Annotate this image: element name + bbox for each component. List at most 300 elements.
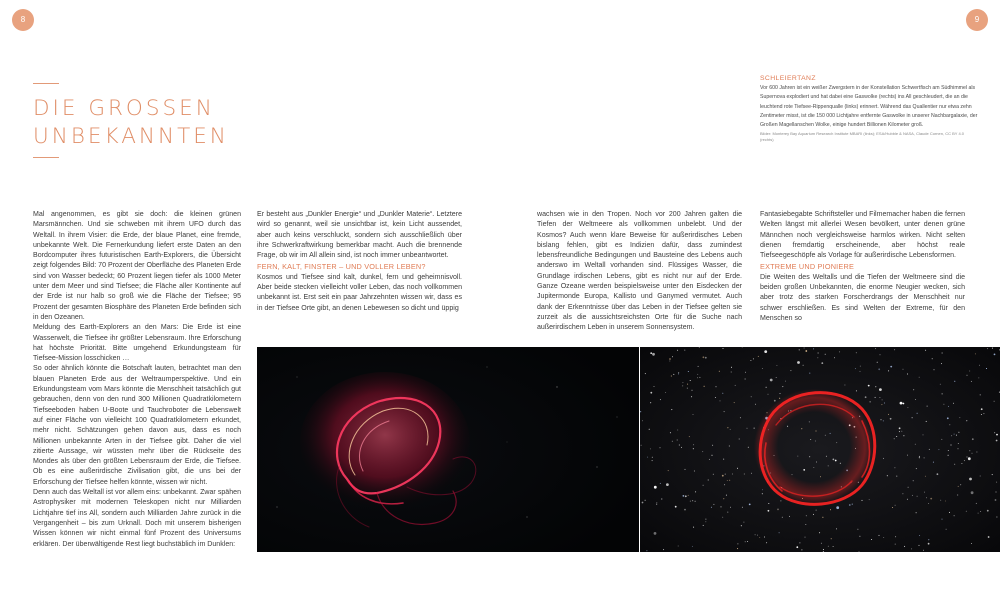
star — [732, 474, 733, 475]
star — [766, 542, 767, 543]
section-heading: FERN, KALT, FINSTER – UND VOLLER LEBEN? — [257, 262, 426, 272]
star — [900, 402, 903, 405]
star — [688, 371, 689, 372]
star — [828, 546, 829, 547]
star — [654, 386, 655, 387]
section-heading: EXTREME UND PIONIERE — [760, 262, 855, 272]
star — [907, 407, 908, 408]
star — [650, 392, 652, 394]
star — [660, 399, 661, 400]
star — [823, 549, 824, 550]
star — [888, 414, 889, 415]
star — [684, 350, 685, 351]
star — [919, 377, 920, 378]
star — [896, 476, 897, 477]
star — [862, 500, 863, 501]
star — [972, 438, 974, 440]
star — [731, 372, 732, 373]
star — [945, 501, 946, 502]
page-number-right: 9 — [966, 9, 988, 31]
star — [663, 549, 664, 550]
star — [992, 348, 993, 349]
star — [836, 528, 837, 529]
star — [940, 500, 941, 501]
star — [669, 361, 670, 362]
star — [650, 352, 652, 354]
star — [720, 400, 721, 401]
star — [879, 388, 882, 391]
star — [894, 438, 895, 439]
star — [682, 385, 683, 386]
star — [980, 394, 981, 395]
star — [713, 474, 714, 475]
star — [969, 450, 970, 451]
star — [722, 475, 724, 477]
star — [805, 524, 806, 525]
star — [647, 457, 648, 458]
star — [816, 510, 817, 511]
body-paragraph: Kosmos und Tiefsee sind kalt, dunkel, fern und geheimnisvoll. Aber beide stecken vielleicht voller Leben, das noch vollkommen unbekannt ist. Erst seit ein paar Jahrzehnten wissen wir, dass es in der Tiefsee Orte gibt, an denen Lebewesen so dicht und üppig — [257, 273, 462, 312]
body-paragraph: Er besteht aus „Dunkler Energie“ und „Dunkler Materie“. Letztere wird so genannt, weil sie unsichtbar ist, kein Licht aussendet, aber auch keins verschluckt, sondern sich ausschließlich über ihre Schwerkraftwirkung bemerkbar macht. Auch die brennende Frage, ob wir im All allein sind, ist noch immer unbeantwortet. — [257, 211, 462, 260]
star — [727, 480, 728, 481]
star — [907, 374, 908, 375]
star — [888, 370, 889, 371]
star — [927, 406, 928, 407]
star — [968, 457, 971, 460]
star — [748, 447, 749, 448]
star — [879, 397, 880, 398]
star — [926, 497, 927, 498]
star — [779, 532, 780, 533]
star — [880, 354, 881, 355]
star — [971, 543, 972, 544]
star — [894, 467, 895, 468]
star — [860, 366, 861, 367]
body-paragraph: Fantasiebegabte Schriftsteller und Filmemacher haben die fernen Welten längst mit allerlei Wesen bevölkert, unter denen grüne Männchen noch vergleichsweise harmlos wirken. Nicht selten dienen fremdartig erscheinende, aber höchst reale Tiefseegeschöpfe als Vorlage für außerirdische Lebensformen. — [760, 211, 965, 260]
star — [768, 503, 769, 504]
star — [804, 348, 805, 349]
star — [652, 457, 653, 458]
star — [986, 368, 987, 369]
star — [692, 390, 693, 391]
star — [754, 428, 755, 429]
star — [744, 474, 745, 475]
star — [911, 548, 912, 549]
star — [819, 532, 820, 533]
star — [693, 527, 694, 528]
star — [839, 351, 840, 352]
star — [949, 424, 950, 425]
star — [703, 525, 704, 526]
star — [942, 393, 943, 394]
star — [899, 431, 900, 432]
star — [750, 360, 751, 361]
star — [703, 485, 704, 486]
star — [734, 402, 735, 403]
star — [834, 357, 835, 358]
star — [693, 448, 694, 449]
star — [923, 434, 924, 435]
star — [813, 348, 814, 349]
star — [978, 513, 979, 514]
star — [747, 428, 748, 429]
star — [976, 503, 977, 504]
star — [645, 500, 646, 501]
star — [933, 462, 934, 463]
star — [972, 453, 973, 454]
star — [678, 373, 679, 374]
star — [958, 432, 959, 433]
star — [860, 371, 861, 372]
star — [919, 545, 920, 546]
star — [954, 464, 955, 465]
star — [869, 499, 870, 500]
star — [654, 486, 657, 489]
star — [722, 393, 723, 394]
star — [678, 372, 679, 373]
star — [665, 392, 666, 393]
body-paragraph: Mal angenommen, es gibt sie doch: die kleinen grünen Marsmännchen. Und sie schweben mit ihrem UFO durch das Weltall. In ihrem Visier: die Erde, der blaue Planet, eine fremde, unbekannte Welt. Die Fernerkundung liefert erste Daten an den Bordcomputer ihres futuristischen Earth-Explorers, die Übersicht zeigt folgendes Bild: 70 Prozent der Oberfläche des Planeten Erde sind von Wasser bedeckt; 60 Prozent liegen tiefer als 1000 Meter unter dem Meer und sind Tiefsee; die Fläche aller Kontinente auf der Erde ist nur halb so groß wie die Fläche der Tiefsee; 95 Prozent der gesamten Biosphäre des Planeten Erde befinden sich in den Ozeanen. — [33, 211, 241, 321]
star — [941, 363, 942, 364]
star — [640, 411, 641, 412]
star — [799, 542, 800, 543]
star — [992, 474, 993, 475]
star — [957, 495, 958, 496]
star — [697, 377, 698, 378]
star — [948, 406, 949, 407]
star — [682, 382, 683, 383]
star — [883, 420, 884, 421]
star — [879, 535, 880, 536]
star — [740, 417, 741, 418]
star — [723, 498, 724, 499]
star — [675, 506, 677, 508]
star — [764, 537, 765, 538]
star — [979, 365, 980, 366]
star — [721, 506, 722, 507]
star — [751, 473, 752, 474]
text-column-3 — [537, 210, 742, 334]
star — [797, 361, 800, 364]
star — [942, 353, 943, 354]
star — [969, 478, 972, 481]
star — [825, 354, 826, 355]
star — [805, 537, 806, 538]
star — [919, 456, 920, 457]
star — [954, 381, 955, 382]
star — [964, 460, 965, 461]
star — [996, 482, 997, 483]
star — [967, 375, 968, 376]
star — [951, 445, 952, 446]
star — [724, 411, 725, 412]
star — [856, 352, 857, 353]
star — [668, 470, 669, 471]
star — [723, 459, 724, 460]
star — [796, 546, 798, 548]
star — [928, 539, 929, 540]
star — [925, 476, 926, 477]
star — [762, 368, 763, 369]
star — [852, 504, 853, 505]
star — [983, 413, 984, 414]
star — [649, 429, 650, 430]
star — [762, 493, 763, 494]
star — [895, 505, 896, 506]
title-rule-bottom — [33, 157, 59, 158]
star — [743, 522, 744, 523]
star — [996, 492, 997, 493]
star — [650, 402, 651, 403]
body-paragraph: wachsen wie in den Tropen. Noch vor 200 Jahren galten die Tiefen der Weltmeere als vollkommen unbelebt. Und der Kosmos? Auch wenn klare Beweise für außerirdisches Leben bislang fehlen, gibt es Indizien dafür, dass zumindest lebensfreundliche Bedingungen und Bausteine des Lebens auch anderswo im Weltall vorhanden sind. Flüssiges Wasser, die Grundlage irdischen Lebens, gibt es nicht nur auf der Erde. Ganze Ozeane werden beispielsweise unter den Eisdecken der Jupitermonde Europa, Kallisto und Ganymed vermutet. Auch dank der Erkenntnisse über das Leben in der Tiefsee gelten sie zurzeit als die aussichtsreichsten Orte für die Suche nach außerirdischem Leben in unserem Sonnensystem. — [537, 211, 742, 332]
star — [709, 459, 710, 460]
star — [881, 404, 882, 405]
star — [942, 519, 943, 520]
star — [844, 385, 845, 386]
star — [779, 398, 780, 399]
star — [980, 476, 981, 477]
star — [958, 448, 959, 449]
star — [870, 401, 871, 402]
star — [882, 399, 883, 400]
star — [883, 537, 884, 538]
star — [994, 432, 995, 433]
star — [677, 350, 678, 351]
star — [705, 519, 706, 520]
star — [971, 491, 974, 494]
body-paragraph: So oder ähnlich könnte die Botschaft lauten, betrachtet man den blauen Planeten Erde aus der Weltraumperspektive. Und ein Erkundungsteam vom Mars könnte die Menschheit tatsächlich gut gebrauchen, denn von den rund 300 Millionen Quadratkilometern Tiefseeboden haben U-Boote und Tauchroboter die Lebenswelt auf einer Fläche von vielleicht 100 Quadratkilometern erkundet, mehr nicht. Schätzungen gehen davon aus, dass es noch Millionen unbekannte Arten in der Tiefsee gibt. Daher die viel zitierte Aussage, wir wüssten mehr über die Rückseite des Mondes als über den größten Lebensraum der Erde, die Tiefsee. Ob es eine außerirdische Zivilisation gibt, die uns bei der Erforschung der Tiefsee helfen könnte, wissen wir nicht. — [33, 365, 241, 486]
star — [996, 434, 998, 436]
star — [691, 396, 692, 397]
body-paragraph: Denn auch das Weltall ist vor allem eins: unbekannt. Zwar spähen Astrophysiker mit modernen Teleskopen nicht nur Milliarden Lichtjahre tief ins All, sondern auch Milliarden Jahre zurück in die Vergangenheit – bis zum Urknall. Doch mit unserem bisherigen Wissen können wir nicht einmal fünf Prozent des Universums erklären. Der überwältigende Rest liegt buchstäblich im Dunklen: — [33, 489, 241, 548]
star — [679, 445, 680, 446]
star — [695, 491, 696, 492]
star — [737, 548, 738, 549]
star — [994, 401, 995, 402]
star — [705, 357, 707, 359]
star — [806, 515, 807, 516]
star — [890, 366, 892, 368]
star — [782, 386, 783, 387]
star — [961, 463, 962, 464]
star — [958, 443, 959, 444]
star — [859, 536, 860, 537]
star — [988, 536, 990, 538]
star — [729, 446, 730, 447]
star — [753, 358, 754, 359]
star — [755, 404, 756, 405]
star — [677, 440, 678, 441]
star — [821, 362, 823, 364]
star — [877, 362, 878, 363]
star — [913, 389, 914, 390]
star — [745, 372, 746, 373]
star — [809, 373, 810, 374]
star — [855, 368, 856, 369]
star — [849, 504, 851, 506]
star — [976, 452, 977, 453]
star — [759, 537, 760, 538]
caption-text: Vor 600 Jahren ist ein weißer Zwergstern in der Konstellation Schwertfisch am Südhimmel als Supernova explodiert und hat dabei eine Gaswolke (rechts) ins All geschleudert, die an die leuchtend rote Tiefsee-Rippenqualle (links) erinnert. Während das Quallentier nur etwa zehn Zentimeter misst, ist die 150 000 Lichtjahre entfernte Gaswolke in unserer Nachbargalaxie, der Großen Magellanschen Wolke, einige hundert Billionen Kilometer groß. — [760, 85, 978, 129]
star — [681, 447, 682, 448]
star — [703, 356, 705, 358]
star — [995, 499, 997, 501]
star — [650, 448, 651, 449]
text-column-4 — [760, 210, 965, 324]
star — [670, 432, 671, 433]
caption-title: SCHLEIERTANZ — [760, 75, 816, 82]
star — [946, 529, 947, 530]
star — [745, 379, 746, 380]
star — [790, 370, 791, 371]
star — [774, 400, 776, 402]
star — [646, 550, 647, 551]
image-caption — [760, 74, 978, 143]
star — [925, 350, 926, 351]
star — [951, 435, 952, 436]
star — [778, 509, 779, 510]
star — [735, 385, 736, 386]
star — [770, 379, 773, 382]
star — [697, 374, 698, 375]
star — [938, 449, 939, 450]
star — [685, 495, 687, 497]
star — [801, 549, 802, 550]
star — [782, 517, 783, 518]
star — [692, 500, 693, 501]
star — [917, 413, 918, 414]
star — [928, 543, 930, 545]
star — [817, 357, 818, 358]
star — [645, 373, 646, 374]
star — [712, 445, 713, 446]
star — [805, 350, 807, 352]
star — [724, 484, 725, 485]
star — [895, 544, 896, 545]
star — [892, 507, 893, 508]
star — [642, 420, 643, 421]
star — [969, 371, 970, 372]
star — [915, 399, 916, 400]
star — [719, 371, 720, 372]
page-title: DIE GROSSEN UNBEKANNTEN — [33, 96, 229, 149]
star — [868, 385, 870, 387]
star — [671, 376, 672, 377]
star — [856, 390, 857, 391]
star — [711, 507, 712, 508]
star — [758, 356, 759, 357]
star — [943, 404, 944, 405]
star — [730, 507, 731, 508]
star — [694, 471, 695, 472]
caption-credit: Bilder: Monterey Bay Aquarium Research Institute MBARI (links); ESA/Hubble & NASA, Claude Cornen, CC BY 4.0 (rechts) — [760, 131, 965, 143]
star — [757, 535, 758, 536]
star — [685, 469, 686, 470]
star — [884, 403, 885, 404]
star — [903, 403, 905, 405]
star — [947, 417, 949, 419]
star — [688, 495, 689, 496]
star — [913, 480, 914, 481]
star — [941, 439, 942, 440]
star — [859, 551, 860, 552]
star — [725, 474, 726, 475]
star — [730, 429, 731, 430]
star — [745, 541, 746, 542]
star — [903, 369, 904, 370]
star — [953, 403, 954, 404]
star — [818, 353, 819, 354]
star — [919, 457, 920, 458]
star — [923, 550, 924, 551]
star — [739, 439, 740, 440]
star — [727, 427, 728, 428]
star — [789, 516, 790, 517]
star — [776, 377, 777, 378]
star — [875, 386, 876, 387]
star — [948, 450, 949, 451]
star — [749, 504, 751, 506]
star — [780, 500, 781, 501]
star — [727, 512, 728, 513]
star — [907, 499, 908, 500]
star — [704, 386, 705, 387]
star — [690, 380, 691, 381]
star — [994, 354, 996, 356]
star — [959, 417, 960, 418]
star — [926, 421, 927, 422]
star — [656, 504, 657, 505]
star — [875, 348, 876, 349]
star — [954, 515, 955, 516]
star — [766, 387, 767, 388]
star — [726, 495, 727, 496]
star — [715, 397, 716, 398]
star — [836, 506, 839, 509]
star — [987, 510, 989, 512]
star — [699, 377, 700, 378]
star — [958, 486, 959, 487]
star — [975, 353, 976, 354]
star — [641, 445, 642, 446]
star — [764, 350, 767, 353]
star — [677, 430, 678, 431]
star — [924, 457, 925, 458]
star — [799, 349, 800, 350]
star — [690, 501, 691, 502]
page-number-left: 8 — [12, 9, 34, 31]
star — [693, 444, 694, 445]
star — [956, 435, 957, 436]
star — [692, 546, 693, 547]
star — [823, 551, 824, 552]
star — [915, 444, 916, 445]
star — [821, 543, 822, 544]
star — [966, 511, 967, 512]
star — [912, 417, 913, 418]
star — [671, 409, 672, 410]
star — [978, 377, 979, 378]
star — [928, 503, 929, 504]
text-column-2 — [257, 210, 462, 314]
star — [996, 517, 997, 518]
star — [693, 414, 694, 415]
star — [751, 396, 752, 397]
star — [878, 368, 880, 370]
star — [903, 435, 904, 436]
text-column-1 — [33, 210, 241, 550]
star — [940, 384, 941, 385]
